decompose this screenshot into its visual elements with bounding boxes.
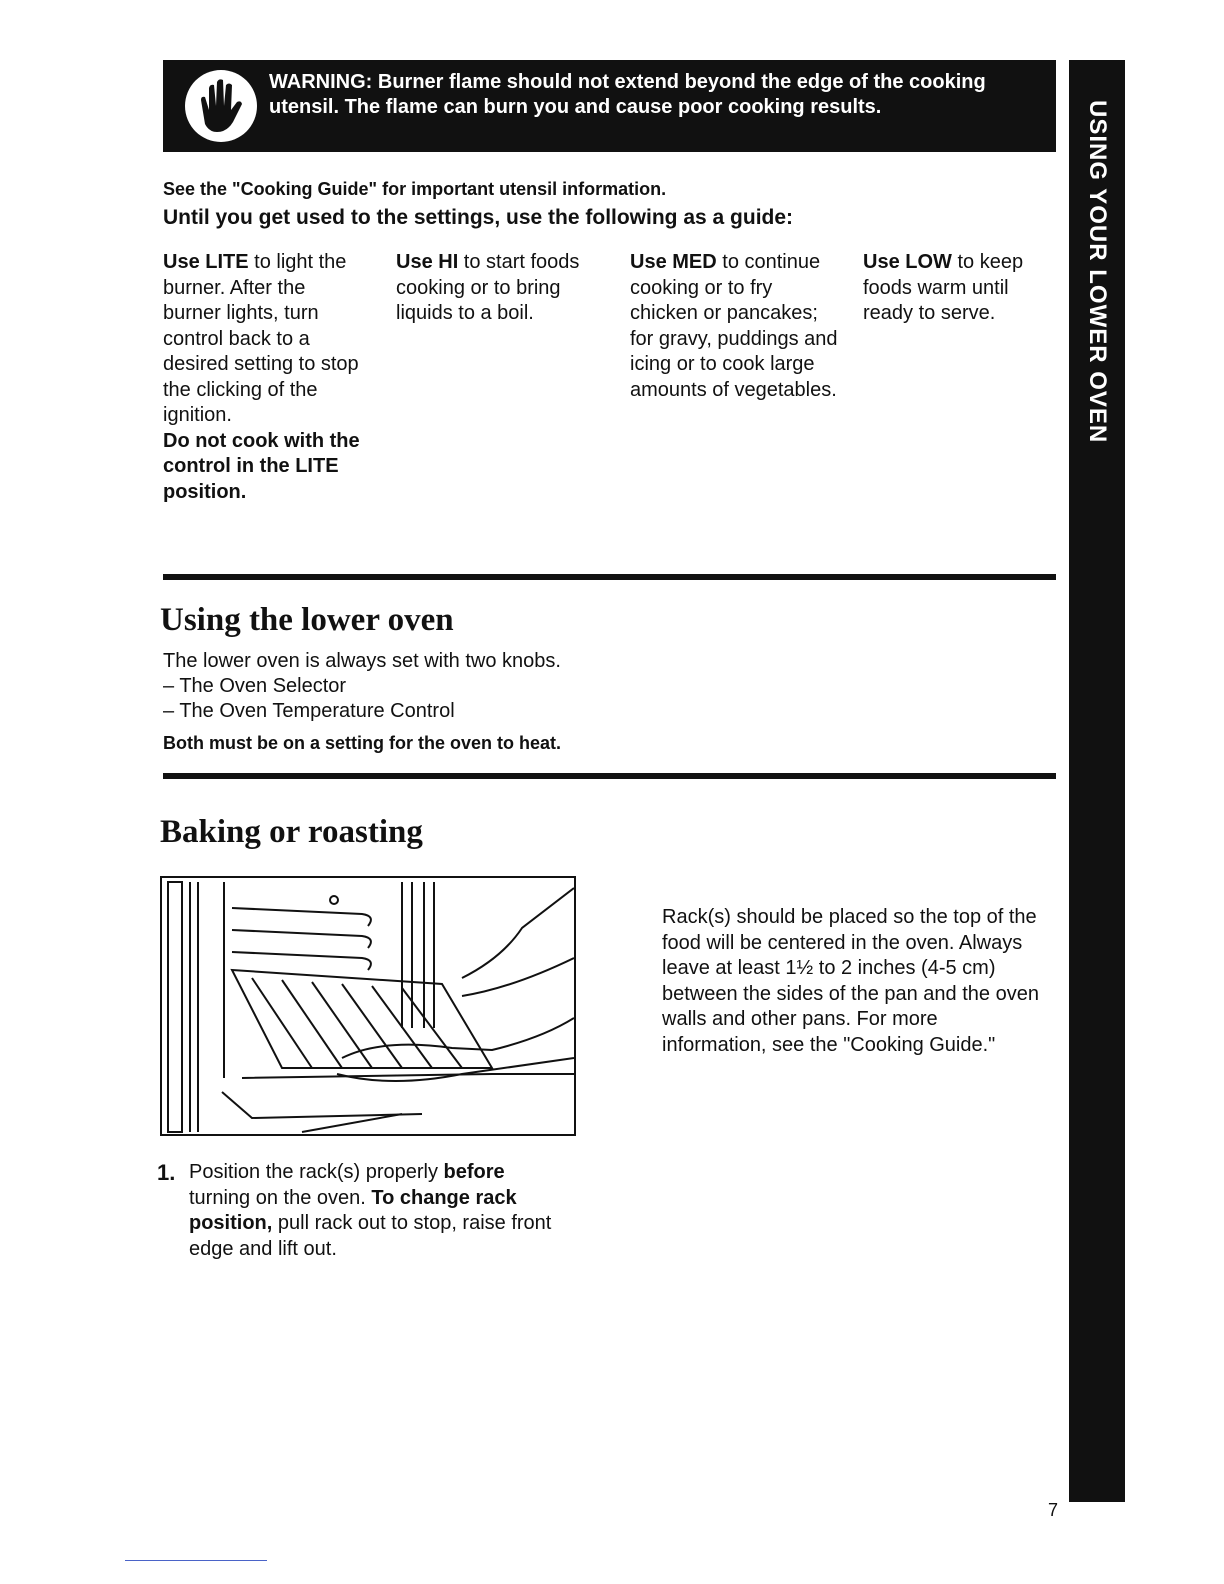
setting-med-label: Use MED — [630, 251, 717, 273]
step-text-part: turning on the oven. — [189, 1186, 372, 1209]
rack-drawing — [162, 878, 574, 1134]
oven-temp-control-item: – The Oven Temperature Control — [163, 700, 455, 722]
setting-med-text: to continue cooking or to fry chicken or pancakes; for gravy, puddings and icing or to cook large amounts of vegetables. — [630, 251, 838, 401]
setting-lite-caution: Do not cook with the control in the LITE position. — [163, 429, 360, 503]
setting-hi — [396, 250, 606, 327]
step-text — [189, 1160, 569, 1262]
step-text-emphasis: To change rack position, — [189, 1186, 517, 1234]
setting-low-text: to keep foods warm until ready to serve. — [863, 251, 1024, 324]
section-divider — [163, 574, 1056, 580]
setting-med — [630, 250, 840, 403]
section-divider — [163, 773, 1056, 779]
setting-lite-label: Use LITE — [163, 251, 249, 273]
baking-heading: Baking or roasting — [160, 814, 423, 850]
oven-rack-illustration — [160, 876, 576, 1136]
hand-warning-icon — [183, 66, 259, 146]
setting-lite-text: to light the burner. After the burner lights, turn control back to a desired setting to stop the clicking of the ignition. — [163, 251, 359, 426]
step-number: 1. — [157, 1160, 176, 1185]
rack-placement-info: Rack(s) should be placed so the top of the food will be centered in the oven. Always leave at least 1½ to 2 inches (4-5 cm) between the sides of the pan and the oven walls and other pans. For more information, see the "Cooking Guide." — [662, 906, 1039, 1056]
setting-hi-label: Use HI — [396, 251, 459, 273]
page-number: 7 — [1048, 1500, 1059, 1520]
footer-rule — [125, 1560, 267, 1561]
section-side-tab — [1069, 60, 1125, 1502]
setting-low — [863, 250, 1058, 327]
step-text-part: pull rack out to stop, raise front edge and lift out. — [189, 1212, 552, 1260]
setting-hi-text: to start foods cooking or to bring liquids to a boil. — [396, 251, 580, 324]
step-text-part: Position the rack(s) properly — [189, 1161, 444, 1183]
lower-oven-intro: The lower oven is always set with two knobs. — [163, 650, 561, 672]
side-tab-label: USING YOUR LOWER OVEN — [1084, 100, 1111, 444]
lower-oven-note: Both must be on a setting for the oven to heat. — [163, 733, 562, 753]
lower-oven-heading: Using the lower oven — [160, 602, 454, 638]
warning-text: WARNING: Burner flame should not extend beyond the edge of the cooking utensil. The flame can burn you and cause poor cooking results. — [269, 71, 986, 118]
setting-lite — [163, 250, 363, 505]
setting-low-label: Use LOW — [863, 251, 952, 273]
step-text-emphasis: before — [443, 1161, 505, 1183]
utensil-note: See the "Cooking Guide" for important utensil information. — [163, 179, 667, 199]
warning-box — [163, 60, 1056, 152]
oven-selector-item: – The Oven Selector — [163, 675, 347, 697]
settings-guide-note: Until you get used to the settings, use the following as a guide: — [163, 206, 794, 229]
